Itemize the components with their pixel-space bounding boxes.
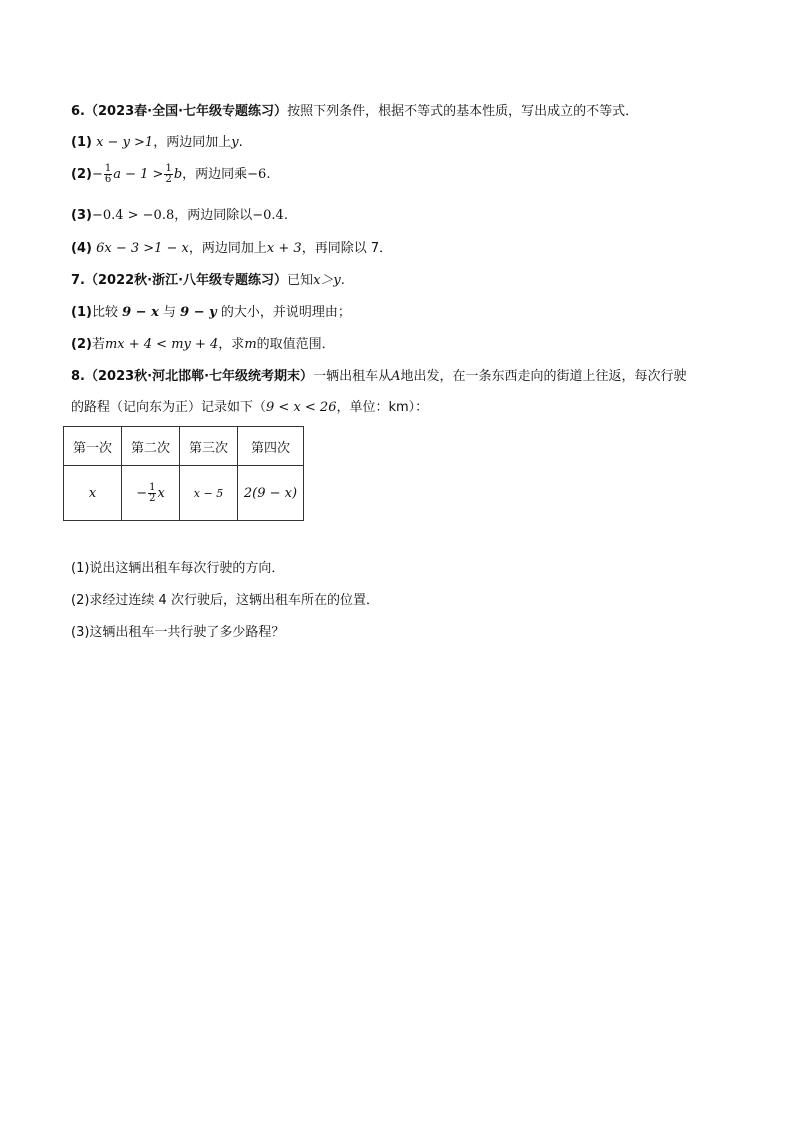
minus-sign: − — [136, 485, 148, 501]
variable: y — [231, 135, 239, 150]
table-cell: x — [64, 466, 122, 521]
question-8-stem: 8.（2023秋·河北邯郸·七年级统考期末）一辆出租车从A地出发，在一条东西走向的街道上往返，每次行驶 — [71, 369, 687, 384]
question-text: 地出发，在一条东西走向的街道上往返，每次行驶 — [400, 369, 687, 384]
question-8-stem-line-2 — [71, 399, 428, 417]
part-text: ，再同除以 7． — [301, 241, 393, 256]
denominator: 6 — [104, 174, 112, 185]
part-label: (4) — [71, 241, 92, 256]
inequality: x − y >1 — [96, 135, 154, 150]
fraction — [104, 164, 112, 185]
question-number: 6 — [71, 104, 81, 119]
part-text: ，两边同加上 — [188, 241, 267, 256]
numerator: 1 — [165, 163, 172, 174]
question-6-part-1 — [71, 134, 243, 152]
period: . — [340, 273, 345, 288]
trip-record-table — [63, 426, 304, 521]
part-text: 与 — [162, 305, 176, 320]
period: . — [283, 208, 288, 223]
question-7-part-1 — [71, 304, 351, 322]
part-text: ，两边同加上 — [153, 135, 232, 150]
condition: x＞y — [313, 273, 341, 288]
table-header-cell: 第四次 — [238, 427, 304, 466]
table-row — [64, 466, 304, 521]
question-text: 的路程（记向东为正）记录如下（ — [71, 400, 267, 415]
numerator: 1 — [104, 163, 112, 174]
part-label: (2) — [71, 167, 92, 182]
question-source: （2023春·全国·七年级专题练习） — [85, 104, 288, 119]
part-text: ，两边同除以 — [174, 208, 253, 223]
numerator: 1 — [149, 481, 156, 493]
expression: a − 1 > — [113, 167, 164, 182]
expression: x + 3 — [266, 241, 302, 256]
question-7-stem: 7.（2022秋·浙江·八年级专题练习）已知x＞y. — [71, 273, 345, 288]
part-text: 若 — [91, 337, 105, 352]
question-source: （2022秋·浙江·八年级专题练习） — [85, 273, 288, 288]
question-6-part-4 — [71, 240, 392, 258]
part-label: (2) — [71, 337, 92, 352]
question-text: 一辆出租车从 — [313, 369, 392, 384]
inequality: −0.4 > −0.8 — [91, 208, 175, 223]
question-text: ，单位：km）： — [336, 400, 429, 415]
variable: m — [244, 337, 257, 352]
point-label: A — [391, 369, 401, 384]
table-header-cell: 第二次 — [122, 427, 180, 466]
period: . — [238, 135, 243, 150]
period: . — [266, 167, 271, 182]
table-header-cell: 第一次 — [64, 427, 122, 466]
question-8-part-2: (2)求经过连续 4 次行驶后，这辆出租车所在的位置． — [71, 593, 379, 608]
part-text: 比较 — [91, 305, 118, 320]
value: −6 — [247, 167, 267, 182]
fraction — [164, 164, 172, 185]
inequality: 6x − 3 >1 − x — [96, 241, 189, 256]
part-text: 的大小，并说明理由； — [220, 305, 351, 320]
question-text: 已知 — [287, 273, 314, 288]
table-cell: 2(9 − x) — [238, 466, 304, 521]
part-label: (1) — [71, 305, 92, 320]
question-6-part-2 — [71, 164, 270, 185]
question-source: （2023秋·河北邯郸·七年级统考期末） — [85, 369, 314, 384]
question-number: 8 — [71, 369, 81, 384]
question-8-part-1: (1)说出这辆出租车每次行驶的方向． — [71, 561, 285, 576]
table-cell — [122, 466, 180, 521]
value: −0.4 — [252, 208, 284, 223]
part-text: ，求 — [218, 337, 245, 352]
range: 9 < x < 26 — [266, 400, 337, 415]
question-text: 按照下列条件，根据不等式的基本性质，写出成立的不等式． — [287, 104, 639, 119]
variable: x — [157, 485, 165, 501]
denominator: 2 — [165, 174, 172, 185]
minus-sign: − — [91, 167, 103, 182]
part-text: 的取值范围． — [256, 337, 335, 352]
table-header-cell: 第三次 — [180, 427, 238, 466]
question-7-part-2 — [71, 336, 335, 354]
question-6-stem: 6.（2023春·全国·七年级专题练习）按照下列条件，根据不等式的基本性质，写出成立的不等式． — [71, 104, 639, 119]
expression: 9 − y — [180, 305, 217, 320]
part-label: (3) — [71, 208, 92, 223]
expression: 9 − x — [122, 305, 159, 320]
fraction — [148, 483, 156, 504]
table-cell: x − 5 — [180, 466, 238, 521]
part-label: (1) — [71, 135, 92, 150]
question-6-part-3 — [71, 207, 288, 225]
denominator: 2 — [149, 492, 156, 504]
table-header-row — [64, 427, 304, 466]
variable: b — [173, 167, 183, 182]
inequality: mx + 4 < my + 4 — [104, 337, 219, 352]
question-8-part-3: (3)这辆出租车一共行驶了多少路程？ — [71, 625, 285, 640]
question-number: 7 — [71, 273, 81, 288]
part-text: ，两边同乘 — [182, 167, 248, 182]
